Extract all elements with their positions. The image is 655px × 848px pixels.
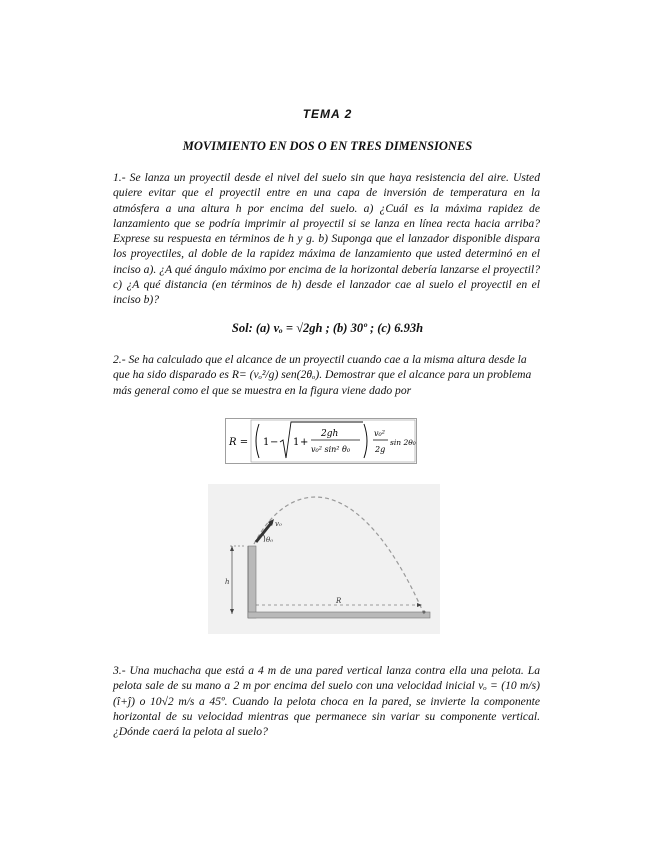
formula-tail: sin 2θ₀ [390,438,416,447]
problem-3-text: Una muchacha que está a 4 m de una pared vertical lanza contra ella una pelota. La pelota sale de su mano a 2 m por encima del suelo con una velocidad inicial vₒ = (10 m/s) (î+ĵ) o 10√2 m/s a 45º. Cuando la pelota choca en la pared, se invierte la componente horizontal de su velocidad mientras que permanece sin variar su componente vertical. ¿Dónde caerá la pelota al suelo? [113,664,540,739]
R-label: R [336,597,342,605]
problem-1-number: 1.- [113,171,126,184]
projectile-figure [208,484,440,634]
ground [248,612,430,618]
problem-1 [113,170,540,308]
theta-label: θ₀ [266,536,274,544]
formula-den2: 2g [375,445,386,454]
problem-2-text: Se ha calculado que el alcance de un proyectil cuando cae a la misma altura desde la que ha sido disparado es R= (vₒ²/g) sen(2θₒ). Demostrar que el alcance para un problema más general como el que se muestra en la figura viene dado por [113,353,532,397]
formula-one: 1 [263,437,270,448]
formula-minus: − [270,437,279,448]
formula-one-inner: 1 [293,437,300,448]
problem-2-number: 2.- [113,353,126,366]
problem-1-solution: Sol: (a) vₒ = √2gh ; (b) 30º ; (c) 6.93h [231,321,424,335]
page-subtitle: MOVIMIENTO EN DOS O EN TRES DIMENSIONES [182,139,473,153]
h-label: h [225,578,230,586]
formula-den1: v₀² sin² θ₀ [311,445,351,454]
cliff [248,546,256,618]
v0-label: v₀ [275,520,282,528]
formula-num1: 2gh [321,429,339,439]
problem-2 [113,352,540,398]
problem-3 [113,663,540,739]
problem-1-text: Se lanza un proyectil desde el nivel del suelo sin que haya resistencia del aire. Usted quiere evitar que el proyectil entre en una capa de inversión de temperatura en la atmósfera a una altura h por encima del suelo. a) ¿Cuál es la máxima rapidez de lanzamiento que se podría imprimir al proyectil si se lanza en línea recta hacia arriba? Exprese su respuesta en términos de h y g. b) Suponga que el lanzador disponible dispara los proyectiles, al doble de la rapidez máxima de lanzamiento que usted determinó en el inciso a). ¿A qué ángulo máximo por encima de la horizontal debería lanzarse el proyectil? c) ¿A qué distancia (en términos de h) desde el lanzador cae al suelo el proyectil en el inciso b)? [113,171,540,307]
formula-lhs: R = [229,437,249,448]
problem-3-number: 3.- [113,664,126,677]
range-formula [225,418,417,464]
formula-plus: + [300,437,309,448]
page-title: TEMA 2 [302,107,353,121]
formula-num2: v₀² [374,429,385,438]
